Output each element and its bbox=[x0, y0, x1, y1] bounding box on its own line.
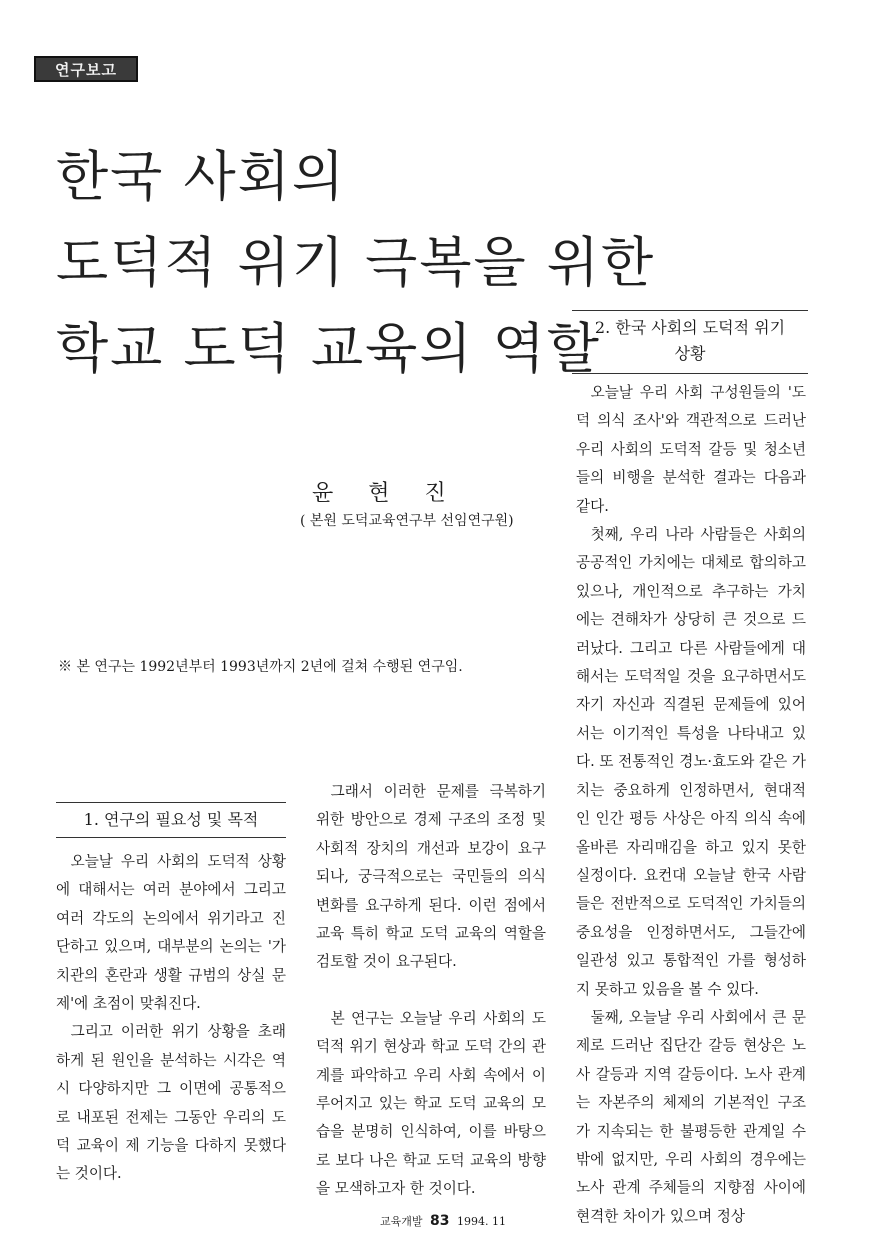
section-2-body bbox=[576, 379, 806, 1231]
section-badge: 연구보고 bbox=[34, 56, 138, 82]
section-2-heading-line: 2. 한국 사회의 도덕적 위기 bbox=[594, 318, 786, 337]
paragraph: 그리고 이러한 위기 상황을 초래하게 된 원인을 분석하는 시각은 역시 다양하지만 그 이면에 공통적으로 내포된 전제는 그동안 우리의 도덕 교육이 제 기능을 다하지 못했다는 것이다. bbox=[56, 1023, 286, 1183]
footer-date: 1994. 11 bbox=[457, 1215, 506, 1228]
section-2-heading-line: 상황 bbox=[674, 344, 706, 363]
title-line: 도덕적 위기 극복을 위한 bbox=[56, 231, 656, 294]
author-name: 윤 현 진 bbox=[312, 481, 460, 506]
title-line: 한국 사회의 bbox=[56, 145, 346, 208]
paragraph: 첫째, 우리 나라 사람들은 사회의 공공적인 가치에는 대체로 합의하고 있으나, 개인적으로 추구하는 가치에는 견해차가 상당히 큰 것으로 드러났다. 그리고 다른 사람들에게 대해서는 도덕적일 것을 요구하면서도 자기 자신과 직결된 문제들에 있어서는 이기적인 특성을 나타내고 있다. 또 전통적인 경노·효도와 같은 가치는 중요하게 인정하면서, 현대적인 인간 평등 사상은 아직 의식 속에 올바른 자리매김을 하고 있지 못한 실정이다. 요컨대 오늘날 한국 사람들은 전반적으로 도덕적인 가치들의 중요성을 인정하면서도, 그들간에 일관성 있고 통합적인 가를 형성하지 못하고 있음을 볼 수 있다. bbox=[576, 526, 806, 998]
title-line: 학교 도덕 교육의 역할 bbox=[56, 317, 601, 380]
paragraph: 둘째, 오늘날 우리 사회에서 큰 문제로 드러난 집단간 갈등 현상은 노사 갈등과 지역 갈등이다. 노사 관계는 자본주의 체제의 기본적인 구조가 지속되는 한 불평등한 관계일 수 밖에 없지만, 우리 사회의 경우에는 노사 관계 주체들의 지향점 사이에 현격한 차이가 있으며 정상 bbox=[576, 1008, 806, 1225]
author-affiliation: ( 본원 도덕교육연구부 선임연구원) bbox=[300, 513, 514, 529]
section-1-body bbox=[56, 848, 286, 1189]
middle-body bbox=[316, 778, 546, 1204]
paragraph: 오늘날 우리 사회의 도덕적 상황에 대해서는 여러 분야에서 그리고 여러 각도의 논의에서 위기라고 진단하고 있으며, 대부분의 논의는 '가치관의 혼란과 생활 규범의 상실 문제'에 초점이 맞춰진다. bbox=[56, 853, 286, 1013]
paragraph: 본 연구는 오늘날 우리 사회의 도덕적 위기 현상과 학교 도덕 간의 관계를 파악하고 우리 사회 속에서 이루어지고 있는 학교 도덕 교육의 모습을 분명히 인식하여, 이를 바탕으로 보다 나은 학교 도덕 교육의 방향을 모색하고자 한 것이다. bbox=[316, 1009, 546, 1198]
paragraph: 그래서 이러한 문제를 극복하기 위한 방안으로 경제 구조의 조정 및 사회적 장치의 개선과 보강이 요구되나, 궁극적으로는 국민들의 의식 변화를 요구하게 된다. 이런 점에서 교육 특히 학교 도덕 교육의 역할을 검토할 것이 요구된다. bbox=[316, 783, 546, 971]
section-1-heading-text: 1. 연구의 필요성 및 목적 bbox=[83, 810, 259, 829]
paragraph: 오늘날 우리 사회 구성원들의 '도덕 의식 조사'와 객관적으로 드러난 우리 사회의 도덕적 갈등 및 청소년들의 비행을 분석한 결과는 다음과 같다. bbox=[576, 384, 806, 515]
section-2-heading bbox=[572, 310, 808, 374]
page-footer bbox=[380, 1213, 506, 1229]
footer-label: 교육개발 bbox=[380, 1215, 423, 1228]
article-title bbox=[56, 134, 655, 392]
page-number: 83 bbox=[430, 1213, 450, 1229]
section-1-heading bbox=[56, 802, 286, 838]
research-note: ※ 본 연구는 1992년부터 1993년까지 2년에 걸쳐 수행된 연구임. bbox=[58, 659, 463, 675]
